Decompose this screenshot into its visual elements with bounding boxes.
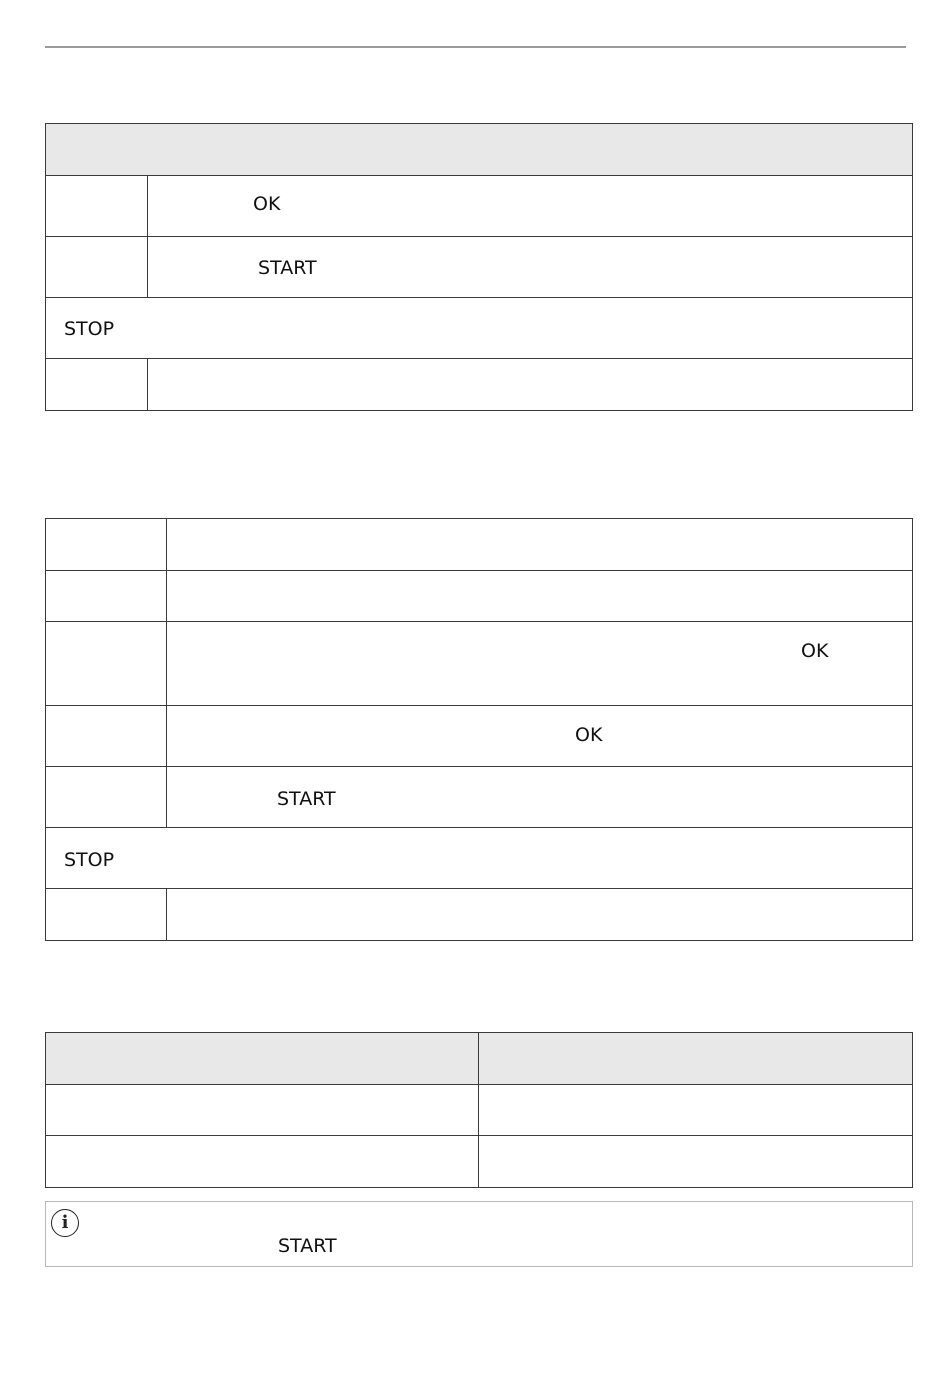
divider — [45, 705, 913, 706]
top-rule — [45, 46, 906, 48]
divider — [45, 358, 913, 359]
table-row-text: START — [258, 257, 317, 279]
table-1-border — [45, 123, 913, 411]
table-3-border — [45, 1032, 913, 1188]
divider — [166, 888, 167, 941]
table-row-text: STOP — [64, 849, 115, 871]
divider — [166, 518, 167, 827]
table-row-text: OK — [801, 640, 829, 662]
table-row-text: STOP — [64, 318, 115, 340]
divider — [45, 297, 913, 298]
table-row-text: OK — [575, 724, 603, 746]
divider — [45, 888, 913, 889]
divider — [478, 1032, 479, 1188]
divider — [45, 236, 913, 237]
divider — [45, 621, 913, 622]
divider — [45, 1084, 913, 1085]
note-text: START — [278, 1235, 337, 1257]
divider — [45, 570, 913, 571]
divider — [45, 827, 913, 828]
divider — [147, 175, 148, 297]
divider — [45, 766, 913, 767]
table-2-border — [45, 518, 913, 941]
divider — [147, 358, 148, 411]
table-row-text: OK — [253, 193, 281, 215]
info-icon: i — [51, 1209, 79, 1237]
table-row-text: START — [277, 788, 336, 810]
divider — [45, 175, 913, 176]
divider — [45, 1135, 913, 1136]
info-note — [45, 1201, 913, 1267]
